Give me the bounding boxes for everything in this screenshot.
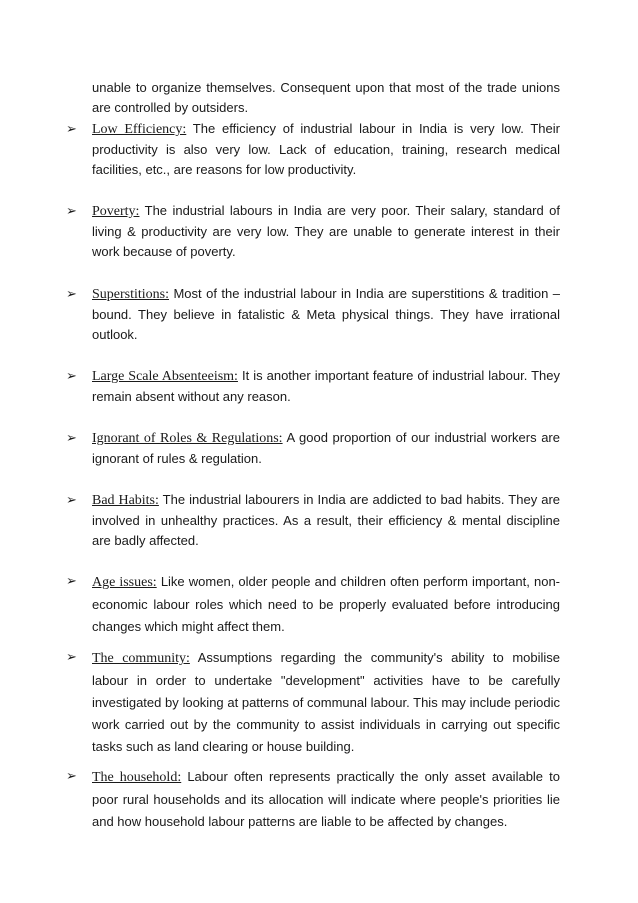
item-text: Most of the industrial labour in India are superstitions & tradition – bound. They believe in fatalistic & Meta physical things. They have irrational outlook. [92,286,560,342]
item-text: A good proportion of our industrial workers are ignorant of rules & regulation. [92,430,560,466]
arrow-bullet-icon: ➢ [66,573,77,588]
list-item-bad-habits [66,490,560,551]
item-heading: Low Efficiency: [92,122,187,137]
arrow-bullet-icon: ➢ [66,286,77,301]
item-heading: Superstitions: [92,287,170,302]
intro-paragraph: unable to organize themselves. Consequent upon that most of the trade unions are controlled by outsiders. [92,80,560,115]
list-item-household [66,766,560,833]
item-text: Labour often represents practically the only asset available to poor rural households and its allocation will indicate where people's priorities lie and how household labour patterns are liable to be affected by changes. [92,769,560,829]
arrow-bullet-icon: ➢ [66,368,77,383]
list-item-age-issues [66,571,560,638]
item-heading: Bad Habits: [92,493,159,508]
arrow-bullet-icon: ➢ [66,121,77,136]
item-text: The industrial labourers in India are addicted to bad habits. They are involved in unhealthy practices. As a result, their efficiency & mental discipline are badly affected. [92,492,561,548]
list-item-absenteeism [66,366,560,407]
arrow-bullet-icon: ➢ [66,768,77,783]
arrow-bullet-icon: ➢ [66,492,77,507]
item-heading: Poverty: [92,204,140,219]
list-item-low-efficiency [66,119,560,180]
item-text: It is another important feature of industrial labour. They remain absent without any reason. [92,368,561,404]
item-text: Assumptions regarding the community's ability to mobilise labour in order to undertake "development" activities have to be carefully investigated by looking at patterns of communal labour. This may include periodic work carried out by the community to assist individuals in carrying out specific tasks such as land clearing or house building. [92,650,560,754]
item-heading: Ignorant of Roles & Regulations: [92,431,283,446]
item-heading: Large Scale Absenteeism: [92,369,238,384]
list-item-superstitions [66,284,560,345]
arrow-bullet-icon: ➢ [66,649,77,664]
item-text: The industrial labours in India are very poor. Their salary, standard of living & productivity are very low. They are unable to generate interest in their work because of poverty. [92,203,560,259]
list-item-poverty [66,201,560,262]
arrow-bullet-icon: ➢ [66,430,77,445]
item-text: The efficiency of industrial labour in India is very low. Their productivity is also very low. Lack of education, training, research medical facilities, etc., are reasons for low productivity. [92,121,560,177]
item-heading: The community: [92,651,190,666]
item-heading: Age issues: [92,575,157,590]
list-item-community [66,647,560,758]
arrow-bullet-icon: ➢ [66,203,77,218]
item-heading: The household: [92,770,182,785]
list-item-ignorant-of-roles [66,428,560,469]
item-text: Like women, older people and children often perform important, non-economic labour roles which need to be properly evaluated before introducing changes which might affect them. [92,574,560,634]
